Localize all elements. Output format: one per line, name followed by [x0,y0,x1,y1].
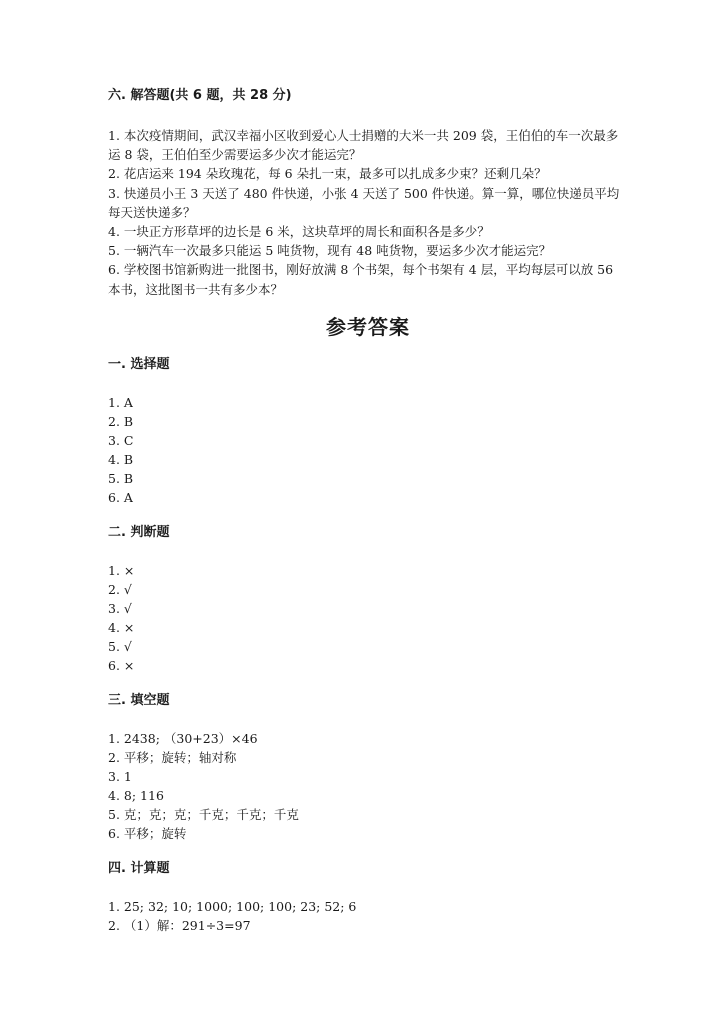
question-item: 3. 快递员小王 3 天送了 480 件快递，小张 4 天送了 500 件快递。算一算，哪位快递员平均每天送快递多？ [108,185,620,220]
answer-item: 6. 平移；旋转 [108,825,187,841]
question-item: 6. 学校图书馆新购进一批图书，刚好放满 8 个书架，每个书架有 4 层，平均每层可以放 56 本书，这批图书一共有多少本？ [108,262,614,297]
answer-item: 2. （1）解：291÷3=97 [108,917,251,933]
answer-item: 1. A [108,394,133,410]
answer-item: 1. 2438; （30+23）×46 [108,730,258,746]
answer-item: 6. A [108,489,133,505]
answer-item: 2. 平移；旋转；轴对称 [108,749,237,765]
answer-item: 1. × [108,562,135,578]
question-item: 4. 一块正方形草坪的边长是 6 米，这块草坪的周长和面积各是多少？ [108,224,490,240]
answer-section-title: 二. 判断题 [108,524,170,540]
question-item: 5. 一辆汽车一次最多只能运 5 吨货物，现有 48 吨货物，要运多少次才能运完？ [108,243,552,259]
answer-item: 5. B [108,470,134,486]
answer-item: 5. √ [108,638,132,654]
answer-item: 2. √ [108,581,132,597]
answer-list [108,393,628,507]
answer-item: 6. × [108,657,135,673]
answer-item: 4. B [108,451,134,467]
answer-item: 5. 克；克；克；千克；千克；千克 [108,806,299,822]
answer-item: 3. C [108,432,134,448]
answer-section-fill [108,691,628,843]
document-page [108,86,628,951]
answer-section-choice [108,355,628,507]
answer-list [108,561,628,675]
answer-section-title: 四. 计算题 [108,860,170,876]
answer-list [108,897,628,935]
question-item: 2. 花店运来 194 朵玫瑰花，每 6 朵扎一束，最多可以扎成多少束？还剩几朵？ [108,166,547,182]
answer-item: 4. 8; 116 [108,787,164,803]
question-list [108,126,628,299]
answer-heading: 参考答案 [326,314,410,339]
answer-item: 3. √ [108,600,132,616]
answer-item: 4. × [108,619,135,635]
question-item: 1. 本次疫情期间，武汉幸福小区收到爱心人士捐赠的大米一共 209 袋，王伯伯的车一次最多运 8 袋，王伯伯至少需要运多少次才能运完？ [108,128,619,163]
answer-item: 1. 25; 32; 10; 1000; 100; 100; 23; 52; 6 [108,898,357,914]
answer-list [108,729,628,843]
answer-section-title: 三. 填空题 [108,692,170,708]
answer-section-calc [108,859,628,935]
answer-item: 2. B [108,413,134,429]
answer-section-judge [108,523,628,675]
answer-section-title: 一. 选择题 [108,356,170,372]
questions-section-title: 六. 解答题(共 6 题，共 28 分) [108,88,292,103]
answer-item: 3. 1 [108,768,132,784]
